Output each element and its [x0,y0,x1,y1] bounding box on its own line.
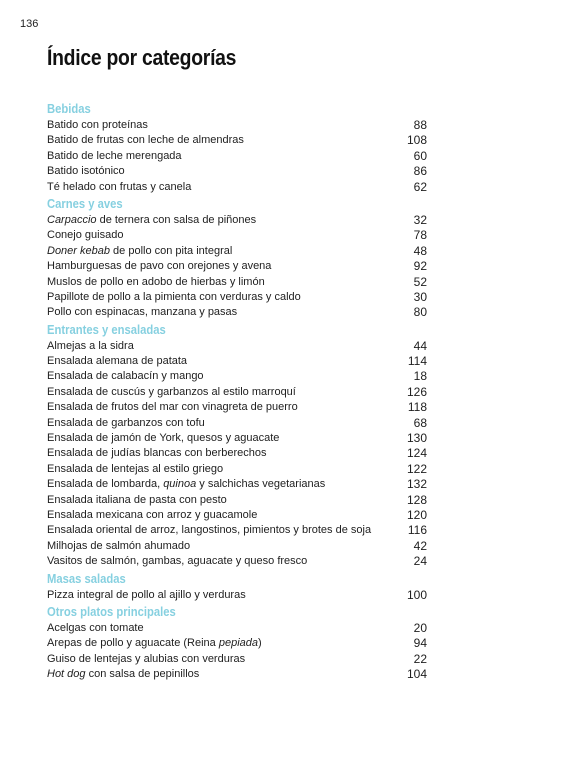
recipe-title-part: Guiso de lentejas y alubias con verduras [47,652,246,665]
recipe-title-part: Batido con proteínas [47,119,148,131]
page-ref: 60 [413,148,427,163]
recipe-title-part: Pollo con espinacas, manzana y pasas [47,306,238,319]
index-entry [47,213,427,228]
page-ref: 92 [413,259,427,274]
recipe-title-part: Batido de leche merengada [47,149,182,162]
recipe-title [47,416,205,431]
recipe-title [47,554,307,569]
recipe-title [47,259,271,274]
page-ref: 130 [406,431,427,446]
index-entry [47,339,427,354]
page-ref: 80 [413,305,427,320]
recipe-title-italic: Doner kebab [47,244,110,257]
recipe-title-part: Ensalada mexicana con arroz y guacamole [47,508,258,521]
recipe-title-part: Muslos de pollo en adobo de hierbas y limón [47,275,265,288]
category-heading: Otros platos principales [47,604,176,619]
recipe-title-part: Milhojas de salmón ahumado [47,539,191,552]
recipe-title [47,244,232,259]
index-entry [47,588,427,603]
page-ref: 88 [413,118,427,132]
recipe-title [47,667,199,682]
recipe-title-part: Ensalada de calabacín y mango [47,370,204,383]
recipe-title [47,446,267,461]
index-entry [47,149,427,164]
recipe-title-part: con salsa de pepinillos [85,668,200,681]
page-ref: 124 [406,446,427,461]
page-ref: 128 [406,492,427,507]
recipe-title-part: Almejas a la sidra [47,339,134,352]
recipe-title [47,477,325,492]
recipe-title-part: Batido isotónico [47,165,125,178]
page-title: Índice por categorías [47,45,237,70]
recipe-title-part: Ensalada de garbanzos con tofu [47,416,205,429]
recipe-title [47,493,227,508]
index-entry [47,554,427,569]
page-ref: 52 [413,274,427,289]
index-entry [47,667,427,682]
recipe-title [47,523,371,538]
recipe-title [47,462,223,477]
page-ref: 78 [413,228,427,243]
recipe-title-part: Papillote de pollo a la pimienta con verduras y caldo [47,290,301,303]
index-entry [47,636,427,651]
index-entry [47,275,427,290]
recipe-title-part: Pizza integral de pollo al ajillo y verduras [47,588,246,601]
recipe-title [47,339,134,354]
index-entry [47,118,427,133]
recipe-title [47,118,148,133]
index-entry [47,539,427,554]
index-entry [47,523,427,538]
page-ref: 122 [406,461,427,476]
page-ref: 62 [413,179,427,194]
index-entry [47,259,427,274]
index-entry [47,493,427,508]
category-index [47,100,427,683]
recipe-title-part: Ensalada alemana de patata [47,355,188,368]
index-entry [47,180,427,195]
recipe-title-part: de pollo con pita integral [110,244,233,257]
recipe-title [47,431,279,446]
recipe-title [47,400,298,415]
recipe-title-part: Vasitos de salmón, gambas, aguacate y queso fresco [47,555,308,568]
index-entry [47,290,427,305]
page-ref: 118 [407,400,427,415]
index-entry [47,508,427,523]
category-heading: Carnes y aves [47,196,123,211]
recipe-title-part: Conejo guisado [47,229,124,242]
index-entry [47,133,427,148]
recipe-title-part: Arepas de pollo y aguacate (Reina [47,637,219,650]
page-ref: 86 [413,164,427,179]
page-ref: 104 [406,667,427,682]
page-ref: 18 [413,369,427,384]
index-entry [47,228,427,243]
index-entry [47,369,427,384]
recipe-title-part: Acelgas con tomate [47,621,144,634]
page-ref: 116 [407,523,427,538]
recipe-title [47,652,245,667]
recipe-title-italic: Carpaccio [47,213,97,226]
recipe-title [47,228,123,243]
recipe-title-part: Ensalada oriental de arroz, langostinos, pimientos y brotes de soja [47,524,372,537]
page-ref: 94 [413,636,427,651]
index-entry [47,164,427,179]
page-ref: 44 [413,338,427,353]
index-entry [47,462,427,477]
page-ref: 30 [413,289,427,304]
recipe-title-part: ) [258,637,262,650]
page-ref: 48 [413,243,427,258]
recipe-title [47,588,246,603]
page-ref: 108 [406,133,427,148]
index-entry [47,621,427,636]
page-ref: 42 [413,538,427,553]
recipe-title [47,508,257,523]
recipe-title [47,369,204,384]
recipe-title [47,636,262,651]
index-entry [47,431,427,446]
recipe-title-part: de ternera con salsa de piñones [96,213,257,226]
recipe-title-part: Ensalada de lentejas al estilo griego [47,462,224,475]
recipe-title [47,275,265,290]
recipe-title [47,385,296,400]
recipe-title-part: y salchichas vegetarianas [196,478,326,491]
recipe-title [47,133,244,148]
index-entry [47,305,427,320]
recipe-title [47,539,190,554]
recipe-title-part: Té helado con frutas y canela [47,180,192,193]
page-ref: 32 [413,212,427,227]
recipe-title-italic: Hot dog [47,668,86,681]
page-ref: 100 [406,587,427,602]
page-ref: 20 [413,620,427,635]
index-entry [47,354,427,369]
recipe-title [47,305,237,320]
category-heading: Bebidas [47,102,91,116]
index-entry [47,446,427,461]
recipe-title-part: Hamburguesas de pavo con orejones y avena [47,260,272,273]
index-entry [47,385,427,400]
recipe-title [47,621,144,636]
page-number: 136 [20,18,39,30]
recipe-title [47,354,187,369]
recipe-title [47,213,256,228]
recipe-title-part: Ensalada de judías blancas con berberechos [47,447,267,460]
recipe-title-part: Batido de frutas con leche de almendras [47,134,244,147]
index-entry [47,652,427,667]
page-ref: 126 [406,384,427,399]
recipe-title-part: Ensalada de cuscús y garbanzos al estilo marroquí [47,385,296,398]
index-entry [47,477,427,492]
category-heading: Entrantes y ensaladas [47,322,166,337]
recipe-title-italic: quinoa [163,478,197,491]
recipe-title-part: Ensalada italiana de pasta con pesto [47,493,227,506]
page-ref: 24 [413,554,427,569]
recipe-title-part: Ensalada de lombarda, [47,478,164,491]
recipe-title-part: Ensalada de frutos del mar con vinagreta de puerro [47,401,298,414]
recipe-title-italic: pepiada [218,637,258,650]
index-entry [47,244,427,259]
recipe-title [47,290,301,305]
page-ref: 22 [413,651,427,666]
recipe-title [47,164,125,179]
index-entry [47,416,427,431]
recipe-title-part: Ensalada de jamón de York, quesos y aguacate [47,432,280,445]
recipe-title [47,180,191,195]
page-ref: 120 [406,507,427,522]
page-ref: 114 [407,354,427,369]
page-ref: 132 [406,477,427,492]
recipe-title [47,149,182,164]
index-entry [47,400,427,415]
category-heading: Masas saladas [47,571,126,586]
page-ref: 68 [413,415,427,430]
